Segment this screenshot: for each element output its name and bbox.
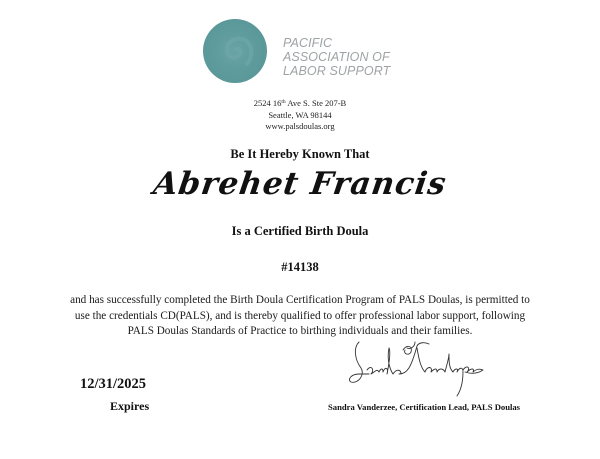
website-link[interactable]: www.palsdoulas.org: [265, 121, 335, 131]
city-line: Seattle, WA 98144: [268, 109, 332, 120]
organization-name: [283, 36, 390, 78]
certificate-number: #14138: [281, 260, 319, 274]
swirl-pattern-icon: [203, 19, 267, 83]
certificate-statement: [25, 293, 575, 340]
organization-name-line: PACIFIC: [283, 36, 333, 50]
street-name: Ave S. Ste 207-B: [285, 98, 347, 108]
signature-icon: [345, 338, 485, 398]
statement-line: PALS Doulas Standards of Practice to birthing individuals and their families.: [127, 325, 473, 337]
organization-name-line: LABOR SUPPORT: [283, 64, 391, 78]
street-address: [0, 97, 600, 110]
street-number: 2524 16: [253, 98, 282, 108]
statement-line: and has successfully completed the Birth Doula Certification Program of PALS Doulas, is permitted to: [70, 294, 530, 306]
signatory-caption: Sandra Vanderzee, Certification Lead, PALS Doulas: [328, 402, 521, 412]
street-ordinal: th: [281, 99, 286, 105]
organization-address: [0, 97, 600, 133]
preamble-heading: Be It Hereby Known That: [230, 147, 370, 161]
statement-line: use the credentials CD(PALS), and is thereby qualified to offer professional labor support, following: [74, 309, 526, 322]
expiry-label: Expires: [110, 399, 150, 413]
expiry-date: 12/31/2025: [80, 376, 147, 392]
organization-name-line: ASSOCIATION OF: [283, 50, 390, 64]
swirl-logo-icon: [203, 19, 267, 83]
certification-title: Is a Certified Birth Doula: [231, 224, 369, 238]
recipient-name: Abrehet Francis: [151, 166, 449, 202]
